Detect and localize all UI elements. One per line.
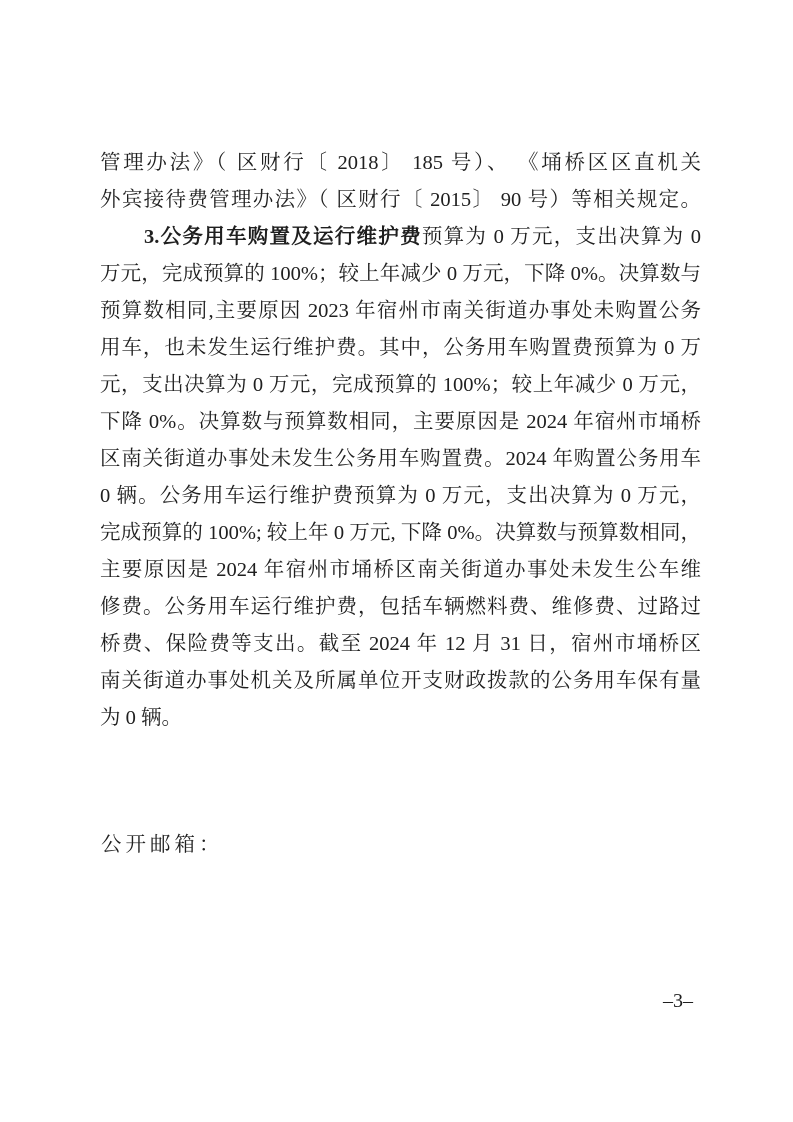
text-line: 主要原因是 2024 年宿州市埇桥区南关街道办事处未发生公车维 bbox=[100, 559, 701, 581]
text-line: 预算数相同,主要原因 2023 年宿州市南关街道办事处未购置公务 bbox=[100, 300, 701, 322]
text-line: 区南关街道办事处未发生公务用车购置费。2024 年购置公务用车 bbox=[100, 448, 701, 470]
text-line: 南关街道办事处机关及所属单位开支财政拨款的公务用车保有量 bbox=[100, 670, 701, 692]
text-line: 为 0 辆。 bbox=[100, 707, 182, 729]
section-heading-vehicle-expense: 3.公务用车购置及运行维护费 bbox=[144, 226, 422, 248]
text-line: 用车，也未发生运行维护费。其中，公务用车购置费预算为 0 万 bbox=[100, 337, 701, 359]
text-line: 管理办法》（ 区财行〔 2018〕 185 号）、 《埇桥区区直机关 bbox=[100, 152, 701, 174]
page-number: –3– bbox=[663, 990, 693, 1012]
paragraph-vehicle-expense bbox=[100, 219, 701, 737]
text-line: 完成预算的 100%; 较上年 0 万元, 下降 0%。决算数与预算数相同， bbox=[100, 522, 701, 544]
text-line: 桥费、保险费等支出。截至 2024 年 12 月 31 日，宿州市埇桥区 bbox=[100, 633, 701, 655]
text-line: 万元，完成预算的 100%；较上年减少 0 万元，下降 0%。决算数与 bbox=[100, 263, 701, 285]
public-email-label: 公开邮箱： bbox=[101, 834, 224, 856]
paragraph-regulations bbox=[100, 145, 701, 219]
section-lead-text: 预算为 0 万元，支出决算为 0 bbox=[421, 226, 701, 248]
text-line: 下降 0%。决算数与预算数相同，主要原因是 2024 年宿州市埇桥 bbox=[100, 411, 701, 433]
text-line: 外宾接待费管理办法》（ 区财行〔 2015〕 90 号）等相关规定。 bbox=[100, 189, 701, 211]
text-line: 0 辆。公务用车运行维护费预算为 0 万元，支出决算为 0 万元， bbox=[100, 485, 701, 507]
text-line: 修费。公务用车运行维护费，包括车辆燃料费、维修费、过路过 bbox=[100, 596, 701, 618]
text-line bbox=[100, 219, 701, 256]
text-line: 元，支出决算为 0 万元，完成预算的 100%；较上年减少 0 万元， bbox=[100, 374, 701, 396]
text-block bbox=[100, 145, 701, 737]
